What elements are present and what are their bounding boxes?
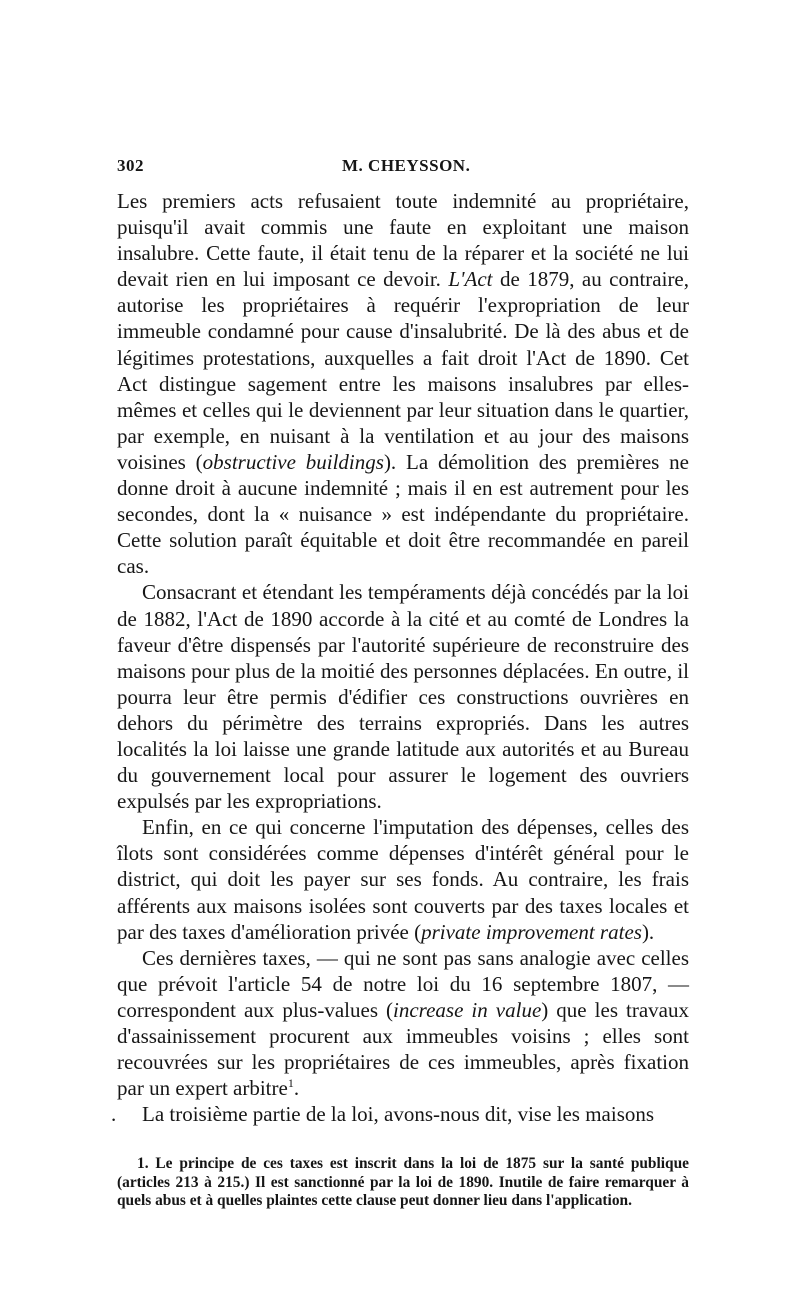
footnote-reference: 1 [287, 1076, 294, 1091]
paragraph-expenses: Enfin, en ce qui concerne l'imputation des dépenses, celles des îlots sont considérées comme dépenses d'intérêt général pour le district, qui doit les payer sur ses fonds. Au contraire, les frais afférents aux maisons isolées sont couverts par des taxes locales et par des taxes d'amélioration privée (private improvement rates). [117, 815, 689, 944]
paragraph-third-part: . La troisième partie de la loi, avons-nous dit, vise les maisons [111, 1102, 655, 1127]
page-number: 302 [117, 156, 144, 175]
italic-term: private improvement rates [421, 919, 642, 944]
paragraph-expropriation-acts: Les premiers acts refusaient toute indemnité au propriétaire, puisqu'il avait commis une faute en exploitant une maison insalubre. Cette faute, il était tenu de la réparer et la société ne lui devait rien en lui imposant ce devoir. L'Act de 1879, au contraire, autorise les propriétaires à requérir l'expropriation de leur immeuble condamné pour cause d'insalubrité. De là des abus et de légitimes protestations, auxquelles a fait droit l'Act de 1890. Cet Act distingue sagement entre les maisons insalubres par elles-mêmes et celles qui le deviennent par leur situation dans le quartier, par exemple, en nuisant à la ventilation et au jour des maisons voisines (obstructive buildings). La démolition des premières ne donne droit à aucune indemnité ; mais il en est autrement pour les secondes, dont la « nuisance » est indépendante du propriétaire. Cette solution paraît équitable et doit être recommandée en pareil cas. [117, 189, 690, 579]
footnote [117, 1155, 689, 1211]
running-title: M. CHEYSSON. [342, 156, 471, 175]
paragraph-improvement-taxes: Ces dernières taxes, — qui ne sont pas sans analogie avec celles que prévoit l'article 54 de notre loi du 16 septembre 1807, — correspondent aux plus-values (increase in value) que les travaux d'assainissement procurent aux immeubles voisins ; elles sont recouvrées sur les propriétaires de ces immeubles, après fixation par un expert arbitre$^1$. [117, 945, 689, 1101]
italic-term: increase in value [393, 997, 542, 1022]
footnote-text: Le principe de ces taxes est inscrit dans la loi de 1875 sur la santé publique (articles 213 à 215.) Il est sanctionné par la loi de 1890. Inutile de faire remarquer à quels abus et à quelles plaintes cette clause peut donner lieu dans l'application. [117, 1155, 689, 1210]
running-head [117, 154, 689, 178]
book-page [111, 154, 690, 1211]
body-text [111, 188, 690, 1127]
footnote-number: 1. [137, 1155, 149, 1173]
italic-term: L'Act [448, 267, 493, 292]
stray-mark: . [111, 1102, 117, 1127]
paragraph-london-exemption: Consacrant et étendant les tempéraments déjà concédés par la loi de 1882, l'Act de 1890 accorde à la cité et au comté de Londres la faveur d'être dispensés par l'autorité supérieure de reconstruire des maisons pour plus de la moitié des personnes déplacées. En outre, il pourra leur être permis d'édifier ces constructions ouvrières en dehors du périmètre des terrains expropriés. Dans les autres localités la loi laisse une grande latitude aux autorités et au Bureau du gouvernement local pour assurer le logement des ouvriers expulsés par les expropriations. [117, 580, 689, 814]
italic-term: obstructive buildings [202, 449, 384, 474]
